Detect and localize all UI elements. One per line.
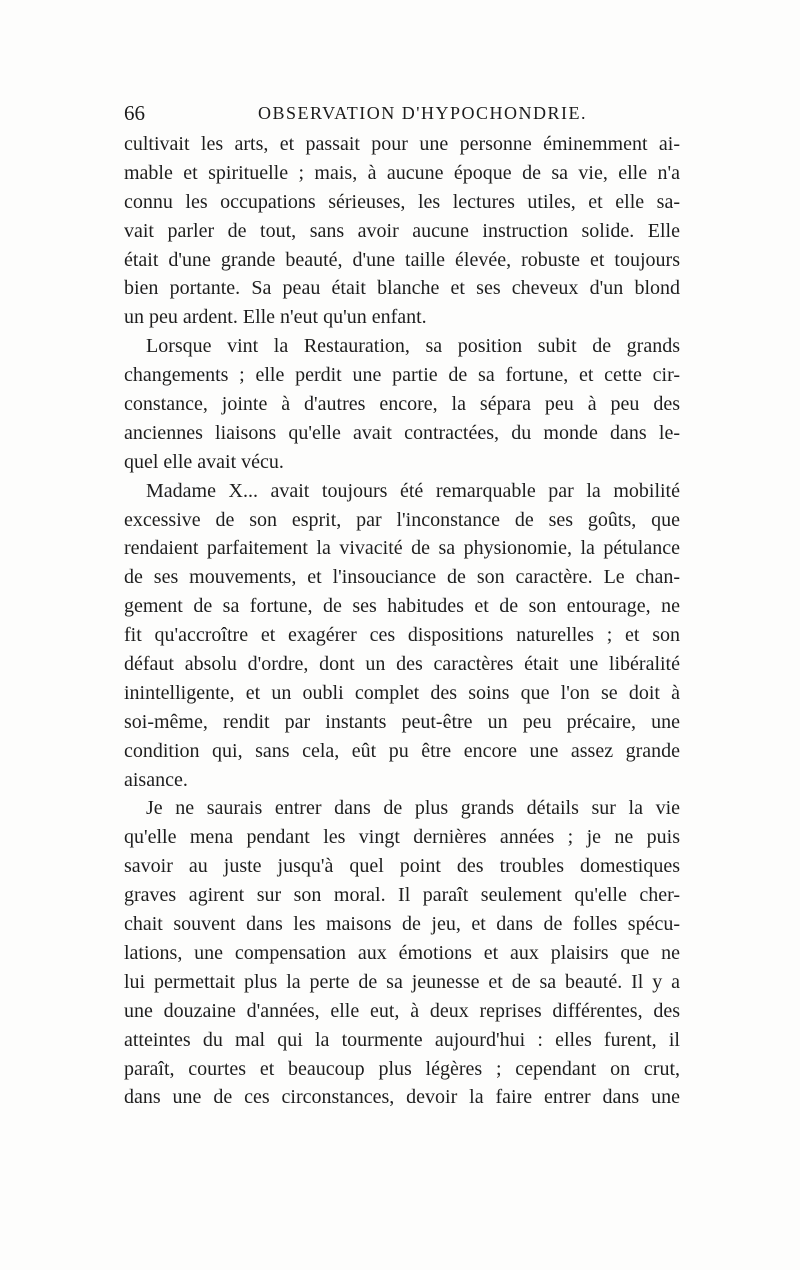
- text-line: fit qu'accroître et exagérer ces dispositions naturelles ; et son: [124, 624, 680, 647]
- text-line: vait parler de tout, sans avoir aucune instruction solide. Elle: [124, 219, 680, 242]
- running-head: [124, 98, 680, 128]
- text-line: un peu ardent. Elle n'eut qu'un enfant.: [124, 306, 427, 329]
- text-line: quel elle avait vécu.: [124, 450, 284, 473]
- text-line: mable et spirituelle ; mais, à aucune époque de sa vie, elle n'a: [124, 161, 680, 184]
- text-line: cultivait les arts, et passait pour une personne éminemment ai-: [124, 133, 680, 155]
- text-line: graves agirent sur son moral. Il paraît seulement qu'elle cher-: [124, 884, 680, 907]
- text-line: inintelligente, et un oubli complet des soins que l'on se doit à: [124, 681, 680, 704]
- body-text: [124, 130, 680, 1112]
- text-line: constance, jointe à d'autres encore, la sépara peu à peu des: [124, 393, 680, 416]
- running-title: OBSERVATION D'HYPOCHONDRIE.: [258, 103, 587, 123]
- text-line: savoir au juste jusqu'à quel point des troubles domestiques: [124, 855, 680, 878]
- text-line: rendaient parfaitement la vivacité de sa physionomie, la pétulance: [124, 537, 680, 560]
- text-line: paraît, courtes et beaucoup plus légères ; cependant on crut,: [124, 1057, 680, 1080]
- text-line: changements ; elle perdit une partie de sa fortune, et cette cir-: [124, 364, 680, 387]
- text-line: gement de sa fortune, de ses habitudes et de son entourage, ne: [124, 595, 680, 618]
- text-line: chait souvent dans les maisons de jeu, et dans de folles spécu-: [124, 913, 680, 936]
- text-line: Madame X... avait toujours été remarquable par la mobilité: [146, 479, 680, 502]
- text-line: bien portante. Sa peau était blanche et ses cheveux d'un blond: [124, 277, 680, 300]
- text-line: soi-même, rendit par instants peut-être un peu précaire, une: [124, 710, 680, 733]
- text-line: une douzaine d'années, elle eut, à deux reprises différentes, des: [124, 999, 680, 1022]
- text-line: qu'elle mena pendant les vingt dernières années ; je ne puis: [124, 826, 680, 849]
- text-line: anciennes liaisons qu'elle avait contractées, du monde dans le-: [124, 421, 680, 444]
- text-line: Lorsque vint la Restauration, sa position subit de grands: [146, 335, 680, 358]
- text-line: dans une de ces circonstances, devoir la faire entrer dans une: [124, 1086, 680, 1109]
- text-line: condition qui, sans cela, eût pu être encore une assez grande: [124, 739, 680, 762]
- text-line: excessive de son esprit, par l'inconstance de ses goûts, que: [124, 508, 680, 531]
- text-line: connu les occupations sérieuses, les lectures utiles, et elle sa-: [124, 190, 680, 213]
- text-line: défaut absolu d'ordre, dont un des caractères était une libéralité: [124, 653, 680, 676]
- text-line: lations, une compensation aux émotions et aux plaisirs que ne: [124, 941, 680, 964]
- text-line: était d'une grande beauté, d'une taille élevée, robuste et toujours: [124, 248, 680, 271]
- page-number: 66: [124, 101, 145, 125]
- text-line: aisance.: [124, 768, 188, 791]
- text-line: lui permettait plus la perte de sa jeunesse et de sa beauté. Il y a: [124, 970, 680, 993]
- text-line: Je ne saurais entrer dans de plus grands détails sur la vie: [146, 797, 680, 820]
- text-line: de ses mouvements, et l'insouciance de son caractère. Le chan-: [124, 566, 680, 589]
- text-line: atteintes du mal qui la tourmente aujourd'hui : elles furent, il: [124, 1028, 680, 1051]
